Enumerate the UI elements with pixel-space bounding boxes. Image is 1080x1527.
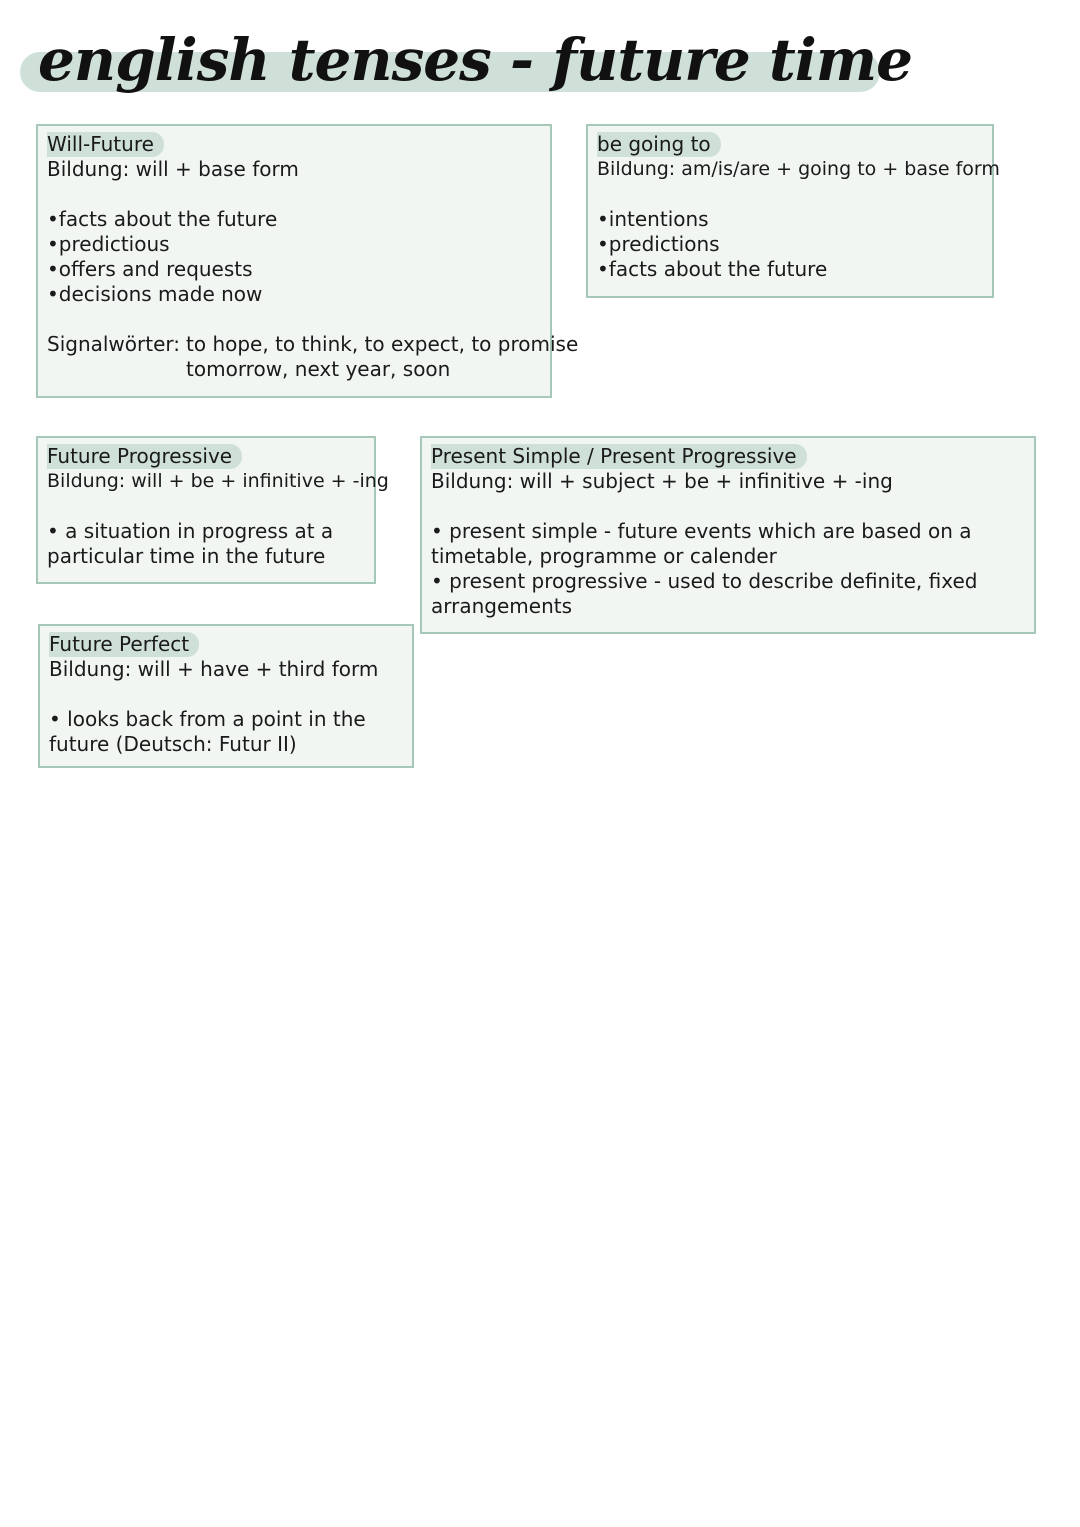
- going-to-card: [586, 124, 1000, 298]
- future-perfect-card: [38, 624, 414, 768]
- future-perfect-bildung: Bildung: will + have + third form: [49, 657, 379, 681]
- signal-label: Signalwörter:: [47, 332, 181, 356]
- will-future-card: [36, 124, 579, 398]
- signal-line: tomorrow, next year, soon: [186, 357, 451, 381]
- list-item: • predictious: [47, 232, 542, 257]
- present-simple-progressive-bildung: Bildung: will + subject + be + infinitive + -ing: [431, 469, 893, 493]
- future-progressive-card: [36, 436, 389, 584]
- will-future-signal-words: [47, 332, 579, 382]
- present-simple-use: • present simple - future events which are based on a timetable, programme or calender: [431, 519, 972, 568]
- going-to-uses: [597, 207, 984, 282]
- will-future-title: Will-Future: [47, 132, 164, 157]
- future-progressive-title: Future Progressive: [47, 444, 242, 469]
- list-item: • offers and requests: [47, 257, 542, 282]
- list-item: • predictions: [597, 232, 984, 257]
- signal-line: to hope, to think, to expect, to promise: [186, 332, 579, 356]
- future-progressive-bildung: Bildung: will + be + infinitive + -ing: [47, 470, 389, 492]
- present-simple-progressive-title: Present Simple / Present Progressive: [431, 444, 807, 469]
- will-future-bildung: Bildung: will + base form: [47, 157, 299, 181]
- going-to-title: be going to: [597, 132, 721, 157]
- going-to-bildung: Bildung: am/is/are + going to + base form: [597, 158, 1000, 180]
- list-item: • decisions made now: [47, 282, 542, 307]
- list-item: • facts about the future: [47, 207, 542, 232]
- page-title: english tenses - future time: [38, 26, 913, 94]
- future-progressive-use: • a situation in progress at a particular time in the future: [47, 519, 334, 568]
- present-simple-progressive-card: [420, 436, 1036, 634]
- will-future-uses: [47, 207, 542, 307]
- page-header: [20, 26, 913, 110]
- list-item: • intentions: [597, 207, 984, 232]
- future-perfect-title: Future Perfect: [49, 632, 199, 657]
- list-item: • facts about the future: [597, 257, 984, 282]
- future-perfect-use: • looks back from a point in the future (Deutsch: Futur II): [49, 707, 366, 756]
- present-progressive-use: • present progressive - used to describe definite, fixed arrangements: [431, 569, 978, 618]
